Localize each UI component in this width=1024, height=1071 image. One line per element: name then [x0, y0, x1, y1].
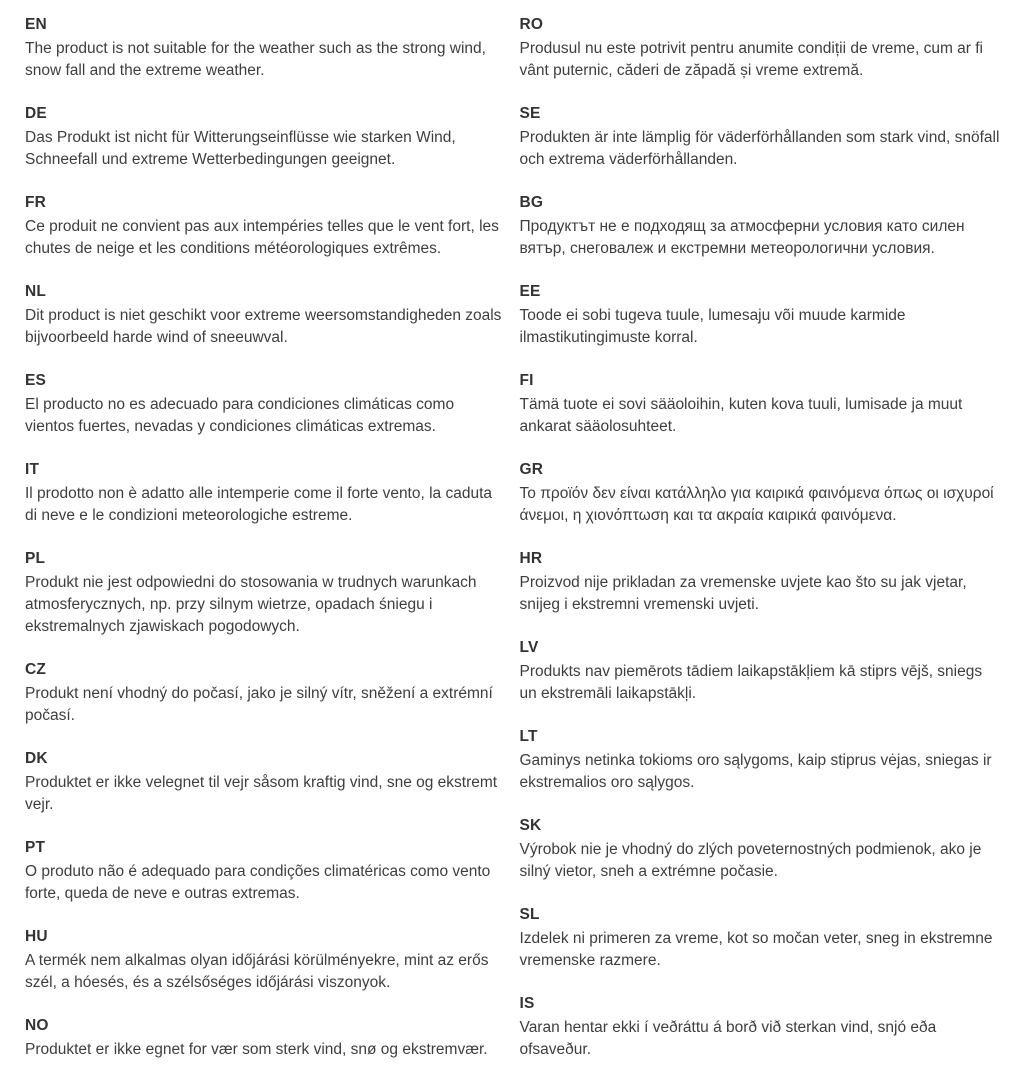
- language-code: RO: [519, 16, 544, 33]
- language-text: A termék nem alkalmas olyan időjárási körülményekre, mint az erős szél, a hóesés, és a szélsőséges időjárási viszonyok.: [25, 952, 489, 991]
- language-text: Produsul nu este potrivit pentru anumite condiții de vreme, cum ar fi vânt puternic, căderi de zăpadă și vreme extremă.: [519, 40, 984, 79]
- language-code: IS: [519, 995, 535, 1012]
- language-text: Tämä tuote ei sovi sääoloihin, kuten kova tuuli, lumisade ja muut ankarat sääolosuhteet.: [519, 396, 963, 435]
- language-text: Výrobok nie je vhodný do zlých poveternostných podmienok, ako je silný vietor, sneh a extrémne počasie.: [519, 841, 982, 880]
- language-entry-se: [520, 105, 1001, 171]
- language-entry-hr: [520, 550, 1001, 616]
- language-text: Produktet er ikke egnet for vær som sterk vind, snø og ekstremvær.: [25, 1041, 488, 1058]
- language-code: PT: [25, 839, 46, 856]
- right-column: [520, 16, 1001, 1061]
- language-text: Il prodotto non è adatto alle intemperie come il forte vento, la caduta di neve e le condizioni meteorologiche estreme.: [25, 485, 493, 524]
- language-code: SL: [519, 906, 540, 923]
- language-text: The product is not suitable for the weather such as the strong wind, snow fall and the extreme weather.: [25, 40, 486, 79]
- language-entry-sl: [520, 906, 1001, 972]
- language-code: DK: [25, 750, 48, 767]
- language-text: O produto não é adequado para condições climatéricas como vento forte, queda de neve e outras extremas.: [25, 863, 491, 902]
- language-code: LT: [519, 728, 538, 745]
- language-text: Gaminys netinka tokioms oro sąlygoms, kaip stiprus vėjas, sniegas ir ekstremalios oro sąlygos.: [519, 752, 992, 791]
- language-text: Proizvod nije prikladan za vremenske uvjete kao što su jak vjetar, snijeg i ekstremni vremenski uvjeti.: [519, 574, 967, 613]
- language-code: HU: [25, 928, 48, 945]
- language-entry-is: [520, 995, 1001, 1061]
- language-text: Das Produkt ist nicht für Witterungseinflüsse wie starken Wind, Schneefall und extreme Wetterbedingungen geeignet.: [25, 129, 456, 168]
- language-text: Το προϊόν δεν είναι κατάλληλο για καιρικά φαινόμενα όπως οι ισχυροί άνεμοι, η χιονόπτωση και τα ακραία καιρικά φαινόμενα.: [519, 485, 994, 524]
- language-entry-cz: [25, 661, 506, 727]
- language-text: Продуктът не е подходящ за атмосферни условия като силен вятър, снеговалеж и екстремни метеорологични условия.: [519, 218, 965, 257]
- left-column: [25, 16, 506, 1061]
- language-code: EE: [519, 283, 541, 300]
- language-entry-de: [25, 105, 506, 171]
- language-entry-nl: [25, 283, 506, 349]
- language-entry-fi: [520, 372, 1001, 438]
- language-text: Toode ei sobi tugeva tuule, lumesaju või muude karmide ilmastikutingimuste korral.: [519, 307, 906, 346]
- language-code: EN: [25, 16, 47, 33]
- language-text: Produktet er ikke velegnet til vejr såsom kraftig vind, sne og ekstremt vejr.: [25, 774, 498, 813]
- language-text: Varan hentar ekki í veðráttu á borð við sterkan vind, snjó eða ofsaveður.: [519, 1019, 937, 1058]
- language-entry-hu: [25, 928, 506, 994]
- language-entry-bg: [520, 194, 1001, 260]
- language-code: NO: [25, 1017, 49, 1034]
- language-text: Produkt nie jest odpowiedni do stosowania w trudnych warunkach atmosferycznych, np. przy silnym wietrze, opadach śniegu i ekstremalnych zjawiskach pogodowych.: [25, 574, 477, 635]
- language-entry-ro: [520, 16, 1001, 82]
- language-code: LV: [519, 639, 539, 656]
- language-text: Ce produit ne convient pas aux intempéries telles que le vent fort, les chutes de neige et les conditions météorologiques extrêmes.: [25, 218, 499, 257]
- language-entry-gr: [520, 461, 1001, 527]
- language-code: ES: [25, 372, 47, 389]
- language-entry-lv: [520, 639, 1001, 705]
- language-code: FR: [25, 194, 47, 211]
- language-code: FI: [519, 372, 534, 389]
- language-text: Produkten är inte lämplig för väderförhållanden som stark vind, snöfall och extrema väderförhållanden.: [519, 129, 1000, 168]
- language-code: GR: [519, 461, 544, 478]
- language-code: NL: [25, 283, 47, 300]
- language-code: IT: [25, 461, 40, 478]
- language-entry-lt: [520, 728, 1001, 794]
- language-entry-it: [25, 461, 506, 527]
- language-entry-dk: [25, 750, 506, 816]
- language-text: Produkt není vhodný do počasí, jako je silný vítr, sněžení a extrémní počasí.: [25, 685, 493, 724]
- language-text: Izdelek ni primeren za vreme, kot so močan veter, sneg in ekstremne vremenske razmere.: [519, 930, 993, 969]
- language-code: CZ: [25, 661, 47, 678]
- language-entry-es: [25, 372, 506, 438]
- language-text: El producto no es adecuado para condiciones climáticas como vientos fuertes, nevadas y condiciones climáticas extremas.: [25, 396, 455, 435]
- language-code: HR: [519, 550, 543, 567]
- language-code: SE: [519, 105, 541, 122]
- language-entry-en: [25, 16, 506, 82]
- language-entry-ee: [520, 283, 1001, 349]
- language-code: SK: [519, 817, 542, 834]
- language-text: Dit product is niet geschikt voor extreme weersomstandigheden zoals bijvoorbeeld harde wind of sneeuwval.: [25, 307, 502, 346]
- language-entry-sk: [520, 817, 1001, 883]
- language-code: PL: [25, 550, 46, 567]
- language-code: DE: [25, 105, 47, 122]
- language-entry-pt: [25, 839, 506, 905]
- language-text: Produkts nav piemērots tādiem laikapstākļiem kā stiprs vējš, sniegs un ekstremāli laikapstākļi.: [519, 663, 983, 702]
- language-entry-pl: [25, 550, 506, 638]
- language-entry-fr: [25, 194, 506, 260]
- language-code: BG: [519, 194, 544, 211]
